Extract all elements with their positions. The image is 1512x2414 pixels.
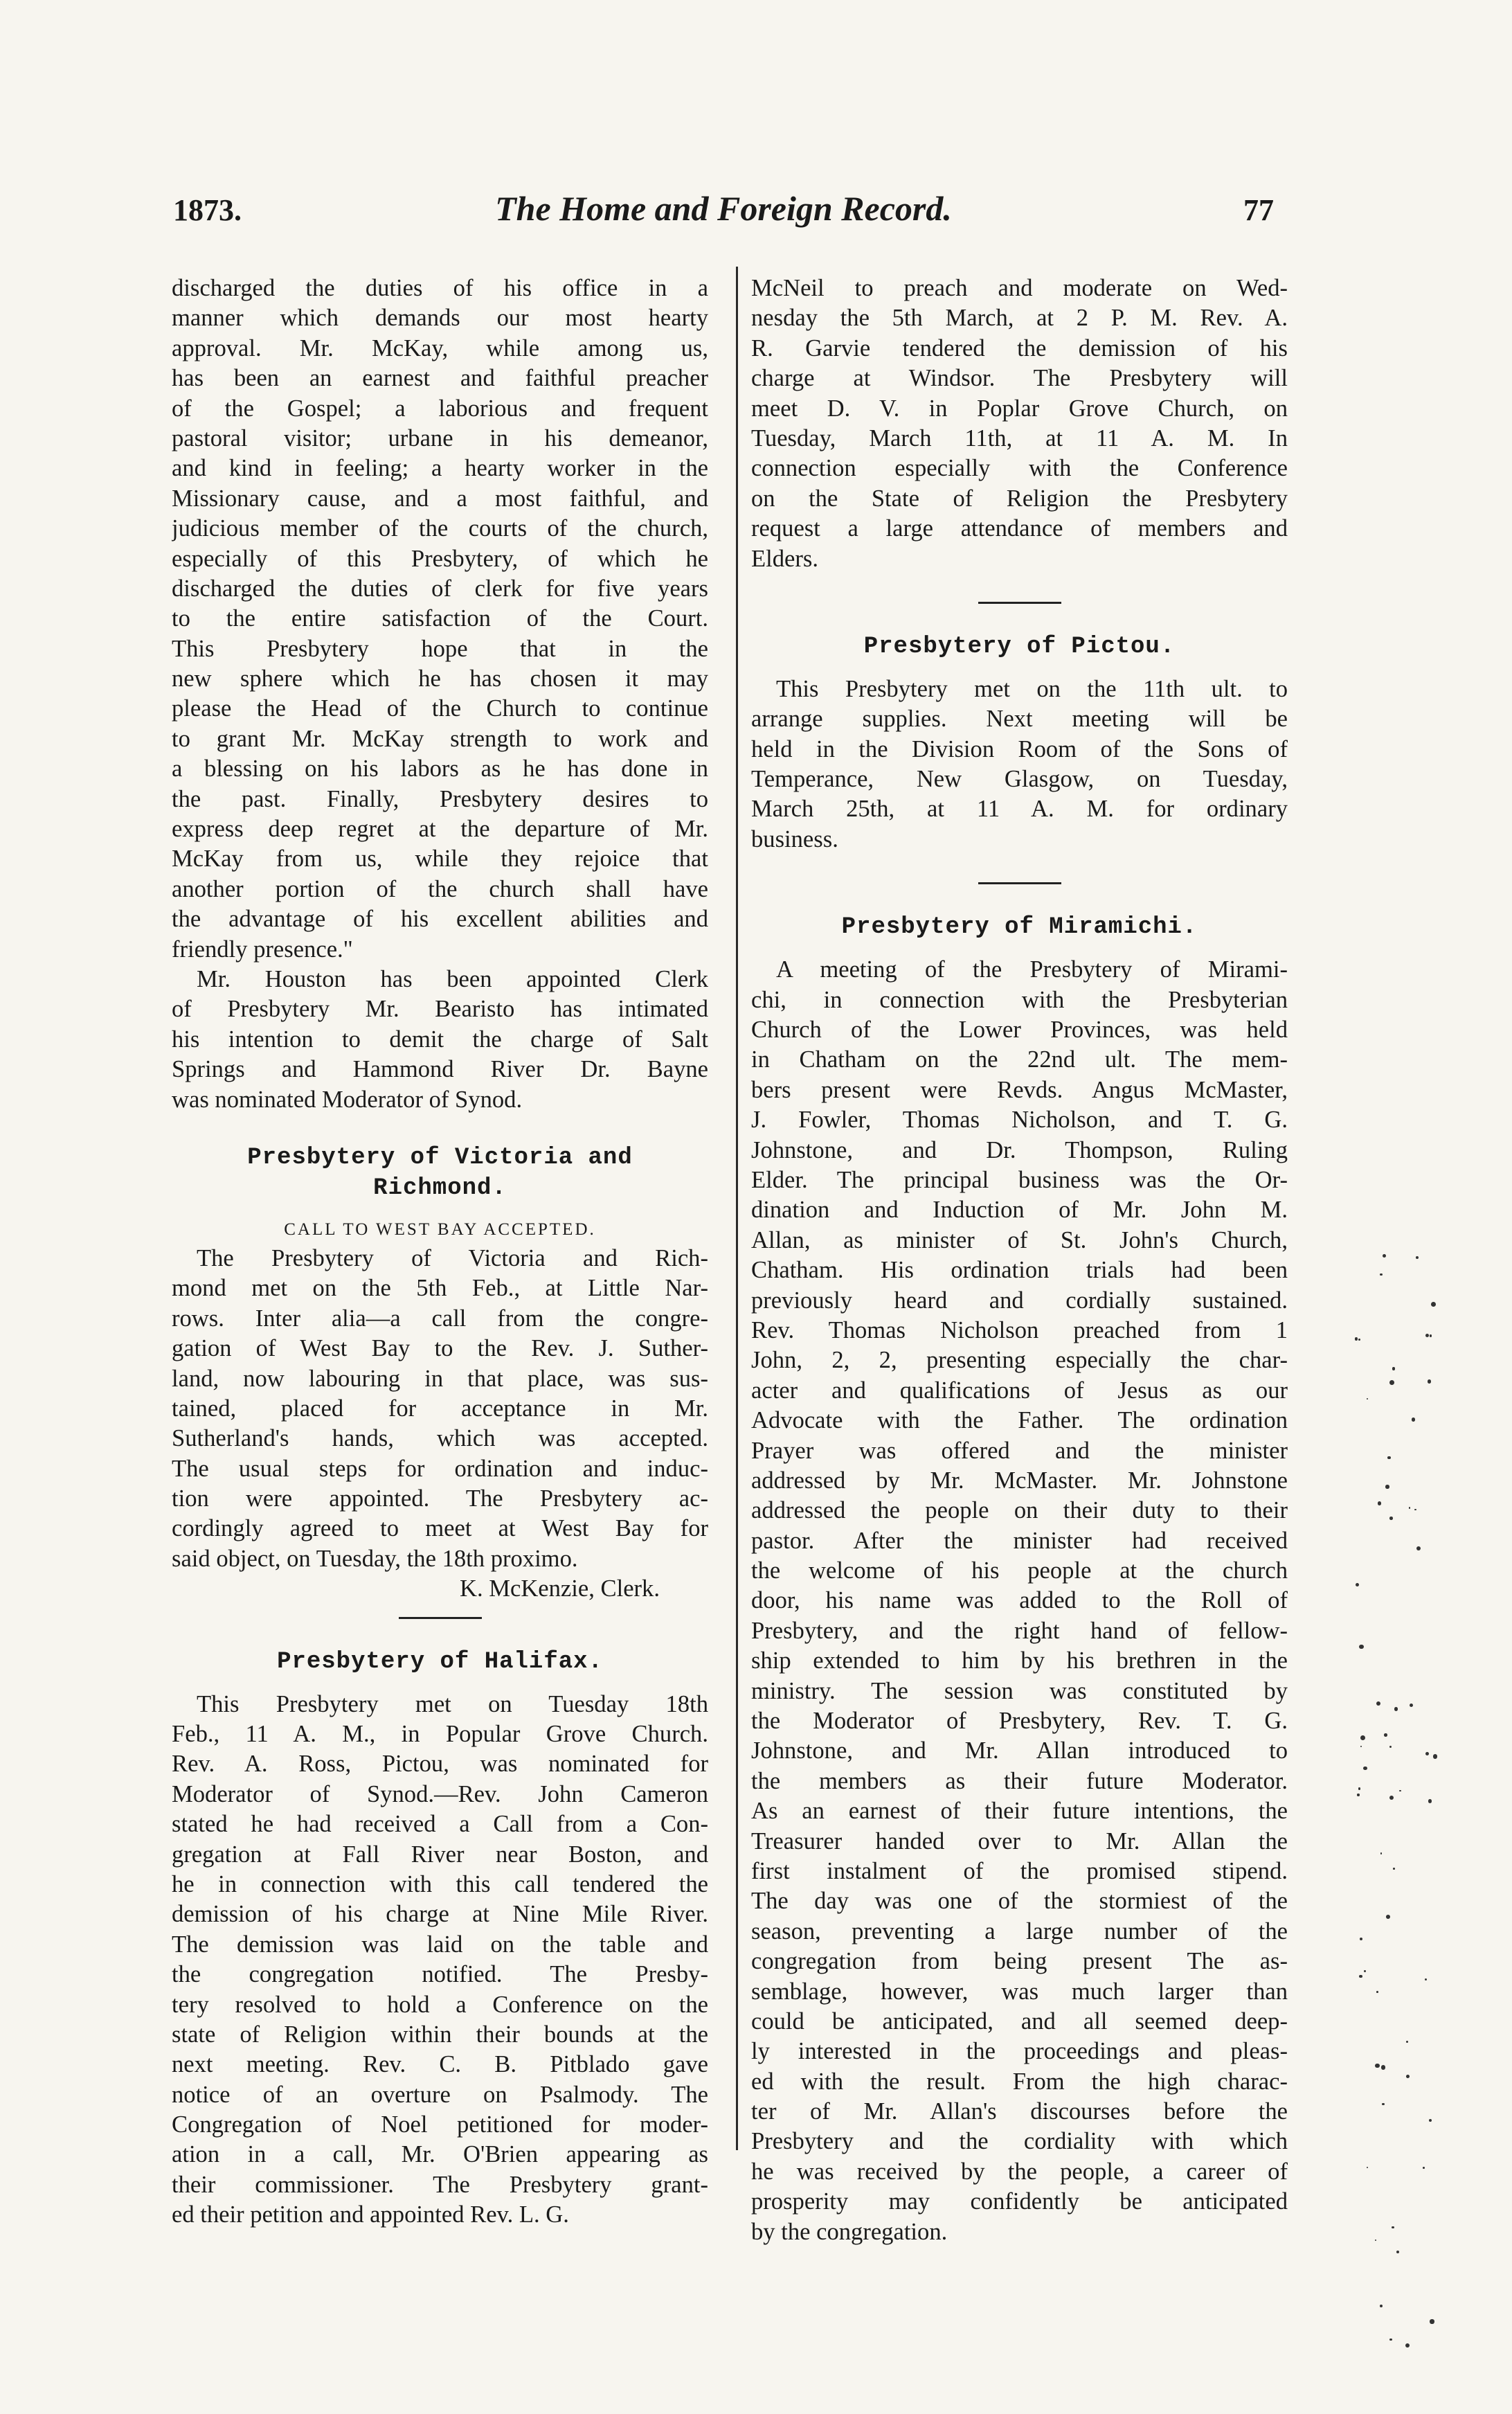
- scan-speck: [1430, 1334, 1432, 1336]
- text-line: tery resolved to hold a Conference on the: [172, 1991, 708, 2018]
- text-line: cordingly agreed to meet at West Bay for: [172, 1515, 708, 1542]
- text-line: semblage, however, was much larger than: [751, 1978, 1288, 2005]
- text-line: held in the Division Room of the Sons of: [751, 735, 1288, 762]
- scan-speck: [1380, 2305, 1383, 2307]
- paragraph-victoria: [172, 1244, 708, 1574]
- scan-speck: [1389, 1746, 1392, 1748]
- scan-speck: [1375, 2239, 1376, 2241]
- text-line: Sutherland's hands, which was accepted.: [172, 1425, 708, 1452]
- scan-speck: [1389, 1796, 1394, 1800]
- text-line: Missionary cause, and a most faithful, and: [172, 485, 708, 512]
- text-line: friendly presence.": [172, 936, 353, 963]
- text-line: Rev. Thomas Nicholson preached from 1: [751, 1316, 1288, 1343]
- text-line: business.: [751, 825, 838, 852]
- text-line: the advantage of his excellent abilities and: [172, 906, 708, 933]
- text-line: charge at Windsor. The Presbytery will: [751, 365, 1288, 392]
- scan-speck: [1382, 2103, 1385, 2106]
- scan-speck: [1425, 1978, 1427, 1981]
- text-line: McNeil to preach and moderate on Wed-: [751, 275, 1288, 301]
- text-line: he was received by the people, a career of: [751, 2158, 1288, 2185]
- subheading-call-west-bay: CALL TO WEST BAY ACCEPTED.: [284, 1219, 596, 1239]
- text-line: request a large attendance of members and: [751, 515, 1288, 542]
- text-line: said object, on Tuesday, the 18th proximo.: [172, 1545, 578, 1572]
- text-line: by the congregation.: [751, 2218, 948, 2245]
- text-line: demission of his charge at Nine Mile River.: [172, 1901, 708, 1928]
- scan-speck: [1389, 2339, 1392, 2341]
- page-header: [173, 187, 1274, 235]
- text-line: This Presbytery hope that in the: [172, 635, 708, 662]
- text-line: Prayer was offered and the minister: [751, 1437, 1288, 1464]
- text-line: nesday the 5th March, at 2 P. M. Rev. A.: [751, 305, 1288, 332]
- text-line: gregation at Fall River near Boston, and: [172, 1841, 708, 1868]
- scan-speck: [1386, 1915, 1390, 1919]
- scan-speck: [1399, 1790, 1401, 1792]
- scan-speck: [1406, 2075, 1410, 2078]
- text-line: first instalment of the promised stipend.: [751, 1857, 1288, 1884]
- scan-speck: [1360, 1938, 1362, 1940]
- text-line: ation in a call, Mr. O'Brien appearing as: [172, 2141, 708, 2168]
- text-line: on the State of Religion the Presbytery: [751, 485, 1288, 512]
- text-line: Johnstone, and Dr. Thompson, Ruling: [751, 1136, 1288, 1163]
- text-line: was nominated Moderator of Synod.: [172, 1086, 523, 1113]
- text-line: another portion of the church shall have: [172, 875, 708, 902]
- text-line: Johnstone, and Mr. Allan introduced to: [751, 1737, 1288, 1764]
- text-line: mond met on the 5th Feb., at Little Nar-: [172, 1275, 708, 1302]
- text-line: Presbytery and the cordiality with which: [751, 2128, 1288, 2155]
- text-line: Treasurer handed over to Mr. Allan the: [751, 1827, 1288, 1854]
- text-line: to the entire satisfaction of the Court.: [172, 605, 708, 632]
- scan-speck: [1389, 1380, 1394, 1385]
- paragraph-halifax-continued: [751, 274, 1288, 574]
- text-line: The demission was laid on the table and: [172, 1931, 708, 1958]
- scan-speck: [1364, 1970, 1366, 1972]
- text-line: a blessing on his labors as he has done in: [172, 756, 708, 783]
- scan-speck: [1428, 1379, 1431, 1383]
- text-line: could be anticipated, and all seemed deep-: [751, 2008, 1288, 2035]
- scan-speck: [1431, 1302, 1436, 1307]
- text-line: ministry. The session was constituted by: [751, 1677, 1288, 1704]
- text-line: acter and qualifications of Jesus as our: [751, 1377, 1288, 1404]
- text-line: Presbytery, and the right hand of fellow-: [751, 1617, 1288, 1644]
- scan-speck: [1358, 1339, 1360, 1341]
- text-line: season, preventing a large number of the: [751, 1917, 1288, 1944]
- scan-speck: [1376, 1701, 1380, 1706]
- text-line: pastor. After the minister had received: [751, 1527, 1288, 1554]
- text-line: Elder. The principal business was the Or-: [751, 1166, 1288, 1193]
- scan-speck: [1380, 1852, 1383, 1854]
- text-line: ship extended to him by his brethren in the: [751, 1647, 1288, 1674]
- scan-speck: [1392, 1367, 1395, 1370]
- text-line: Congregation of Noel petitioned for moder-: [172, 2111, 708, 2138]
- scan-speck: [1392, 2226, 1394, 2228]
- scan-speck: [1376, 1991, 1378, 1993]
- paragraph-pictou: [751, 674, 1288, 855]
- scan-speck: [1360, 1735, 1365, 1740]
- scan-speck: [1384, 1733, 1387, 1737]
- scan-speck: [1387, 1456, 1391, 1460]
- text-line: R. Garvie tendered the demission of his: [751, 334, 1288, 361]
- text-line: land, now labouring in that place, was sus-: [172, 1365, 708, 1392]
- text-line: bers present were Revds. Angus McMaster,: [751, 1076, 1288, 1103]
- text-line: connection especially with the Conference: [751, 455, 1288, 482]
- scan-speck: [1394, 1707, 1398, 1711]
- scan-speck: [1433, 1754, 1437, 1758]
- text-line: As an earnest of their future intentions, the: [751, 1798, 1288, 1825]
- scan-speck: [1380, 1273, 1383, 1276]
- text-line: of the Gospel; a laborious and frequent: [172, 395, 708, 422]
- scan-speck: [1416, 1256, 1419, 1259]
- scan-speck: [1396, 2251, 1399, 2253]
- text-line: Advocate with the Father. The ordination: [751, 1407, 1288, 1434]
- heading-halifax: Presbytery of Halifax.: [277, 1648, 603, 1675]
- header-title: The Home and Foreign Record.: [495, 189, 952, 228]
- text-line: meet D. V. in Poplar Grove Church, on: [751, 395, 1288, 422]
- text-line: ter of Mr. Allan's discourses before the: [751, 2098, 1288, 2125]
- text-line: manner which demands our most hearty: [172, 305, 708, 332]
- text-line: state of Religion within their bounds at the: [172, 2021, 708, 2048]
- scan-speck: [1363, 1767, 1367, 1771]
- scan-speck: [1428, 1799, 1432, 1803]
- text-line: Rev. A. Ross, Pictou, was nominated for: [172, 1751, 708, 1778]
- heading-victoria-richmond-2: Richmond.: [373, 1174, 507, 1201]
- scan-speck: [1360, 1746, 1362, 1747]
- right-column: [751, 274, 1288, 2247]
- text-line: This Presbytery met on the 11th ult. to: [776, 675, 1288, 702]
- text-line: gation of West Bay to the Rev. J. Suther-: [172, 1335, 708, 1362]
- text-line: ed with the result. From the high charac-: [751, 2068, 1288, 2095]
- text-line: to grant Mr. McKay strength to work and: [172, 725, 708, 752]
- text-line: he in connection with this call tendered the: [172, 1870, 708, 1897]
- heading-pictou: Presbytery of Pictou.: [863, 633, 1176, 660]
- scan-speck: [1425, 1334, 1429, 1337]
- left-column: [172, 274, 708, 2230]
- scan-speck: [1414, 1509, 1416, 1511]
- scan-speck: [1359, 1645, 1363, 1649]
- text-line: has been an earnest and faithful preacher: [172, 365, 708, 392]
- text-line: tion were appointed. The Presbytery ac-: [172, 1485, 708, 1512]
- scan-speck: [1412, 1418, 1415, 1421]
- scan-speck: [1425, 1752, 1429, 1755]
- scan-speck: [1423, 2167, 1425, 2169]
- scan-speck: [1393, 1868, 1395, 1870]
- text-line: the Moderator of Presbytery, Rev. T. G.: [751, 1708, 1288, 1735]
- text-line: Feb., 11 A. M., in Popular Grove Church.: [172, 1721, 708, 1748]
- text-line: please the Head of the Church to continue: [172, 695, 708, 722]
- scan-speck: [1416, 1546, 1421, 1550]
- text-line: The Presbytery of Victoria and Rich-: [197, 1244, 708, 1271]
- text-line: Moderator of Synod.—Rev. John Cameron: [172, 1780, 708, 1807]
- text-line: the welcome of his people at the church: [751, 1557, 1288, 1584]
- text-line: especially of this Presbytery, of which he: [172, 545, 708, 572]
- scan-speck: [1383, 1254, 1386, 1258]
- text-line: Allan, as minister of St. John's Church,: [751, 1226, 1288, 1253]
- scan-speck: [1375, 2064, 1380, 2068]
- scan-speck: [1355, 1337, 1358, 1341]
- text-line: J. Fowler, Thomas Nicholson, and T. G.: [751, 1107, 1288, 1134]
- header-year: 1873.: [173, 193, 242, 227]
- text-line: pastoral visitor; urbane in his demeanor,: [172, 424, 708, 451]
- scan-speck: [1410, 1704, 1413, 1707]
- scan-speck: [1385, 1485, 1389, 1488]
- text-line: the members as their future Moderator.: [751, 1767, 1288, 1794]
- scan-speck: [1381, 2065, 1386, 2070]
- margin-specks: [1339, 0, 1512, 2414]
- scan-speck: [1429, 2119, 1432, 2122]
- text-line: of Presbytery Mr. Bearisto has intimated: [172, 996, 708, 1023]
- text-line: Mr. Houston has been appointed Clerk: [197, 965, 708, 992]
- text-line: Church of the Lower Provinces, was held: [751, 1017, 1288, 1044]
- text-line: The day was one of the stormiest of the: [751, 1888, 1288, 1915]
- text-line: McKay from us, while they rejoice that: [172, 846, 708, 873]
- text-line: addressed the people on their duty to their: [751, 1497, 1288, 1524]
- text-line: addressed by Mr. McMaster. Mr. Johnstone: [751, 1467, 1288, 1494]
- heading-victoria-richmond-1: Presbytery of Victoria and: [247, 1144, 633, 1171]
- scan-speck: [1359, 1975, 1362, 1978]
- text-line: next meeting. Rev. C. B. Pitblado gave: [172, 2051, 708, 2078]
- text-line: discharged the duties of his office in a: [172, 275, 708, 301]
- scan-speck: [1367, 2167, 1368, 2168]
- text-line: approval. Mr. McKay, while among us,: [172, 334, 708, 361]
- column-divider: [736, 267, 738, 2150]
- signature-clerk: K. McKenzie, Clerk.: [459, 1575, 660, 1602]
- scan-speck: [1405, 2343, 1410, 2348]
- text-line: congregation from being present The as-: [751, 1948, 1288, 1975]
- text-line: March 25th, at 11 A. M. for ordinary: [751, 796, 1288, 823]
- text-line: ly interested in the proceedings and pleas-: [751, 2038, 1288, 2065]
- text-line: notice of an overture on Psalmody. The: [172, 2081, 708, 2108]
- scan-speck: [1430, 2319, 1434, 2323]
- text-line: stated he had received a Call from a Con-: [172, 1811, 708, 1838]
- paragraph-mckay-tribute: [172, 274, 708, 965]
- text-line: This Presbytery met on Tuesday 18th: [197, 1690, 708, 1717]
- text-line: in Chatham on the 22nd ult. The mem-: [751, 1046, 1288, 1073]
- text-line: discharged the duties of clerk for five years: [172, 575, 708, 602]
- scan-speck: [1358, 1787, 1361, 1790]
- text-line: and kind in feeling; a hearty worker in the: [172, 455, 708, 482]
- text-line: John, 2, 2, presenting especially the char-: [751, 1347, 1288, 1374]
- text-line: the congregation notified. The Presby-: [172, 1961, 708, 1988]
- scan-speck: [1357, 1794, 1359, 1796]
- text-line: Temperance, New Glasgow, on Tuesday,: [751, 766, 1288, 793]
- text-line: tained, placed for acceptance in Mr.: [172, 1395, 708, 1422]
- text-line: Springs and Hammond River Dr. Bayne: [172, 1056, 708, 1083]
- heading-miramichi: Presbytery of Miramichi.: [841, 914, 1198, 941]
- text-line: the past. Finally, Presbytery desires to: [172, 785, 708, 812]
- text-line: The usual steps for ordination and induc-: [172, 1455, 708, 1482]
- text-line: rows. Inter alia—a call from the congre-: [172, 1305, 708, 1332]
- text-line: Tuesday, March 11th, at 11 A. M. In: [751, 424, 1288, 451]
- text-line: judicious member of the courts of the church,: [172, 515, 708, 542]
- text-line: new sphere which he has chosen it may: [172, 665, 708, 692]
- text-line: prosperity may confidently be anticipated: [751, 2188, 1288, 2215]
- scan-speck: [1356, 1583, 1359, 1586]
- text-line: door, his name was added to the Roll of: [751, 1587, 1288, 1614]
- text-line: previously heard and cordially sustained.: [751, 1287, 1288, 1314]
- scan-speck: [1389, 1517, 1393, 1520]
- text-line: Chatham. His ordination trials had been: [751, 1257, 1288, 1284]
- page-number: 77: [1243, 193, 1274, 227]
- text-line: express deep regret at the departure of Mr.: [172, 816, 708, 843]
- scan-speck: [1378, 1501, 1382, 1505]
- paragraph-halifax: [172, 1690, 708, 2230]
- scan-speck: [1406, 2041, 1408, 2043]
- paragraph-miramichi: [751, 955, 1288, 2247]
- text-line: chi, in connection with the Presbyterian: [751, 986, 1288, 1013]
- text-line: Elders.: [751, 545, 818, 572]
- text-line: ed their petition and appointed Rev. L. G.: [172, 2201, 569, 2228]
- scan-speck: [1409, 1507, 1411, 1509]
- text-line: his intention to demit the charge of Salt: [172, 1026, 708, 1053]
- scan-speck: [1367, 1398, 1368, 1400]
- paragraph-clerk-appointment: [172, 965, 708, 1115]
- text-line: arrange supplies. Next meeting will be: [751, 706, 1288, 733]
- text-line: their commissioner. The Presbytery grant-: [172, 2171, 708, 2198]
- text-line: dination and Induction of Mr. John M.: [751, 1197, 1288, 1224]
- text-line: A meeting of the Presbytery of Mirami-: [776, 956, 1288, 983]
